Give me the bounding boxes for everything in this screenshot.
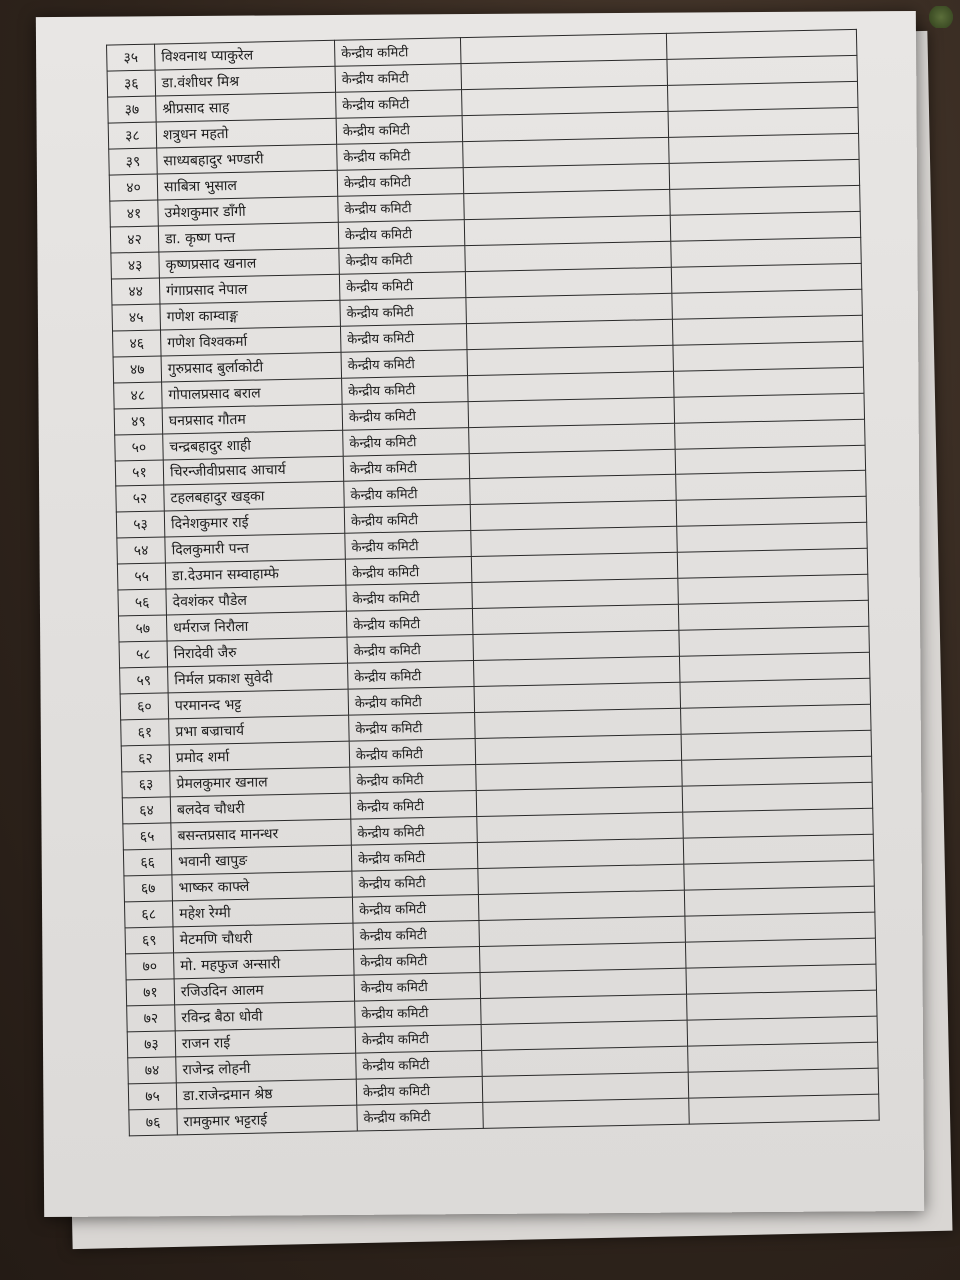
serial-number-cell: ७५ — [128, 1083, 177, 1110]
member-name-cell: उमेशकुमार डाँगी — [158, 196, 339, 226]
signature-cell — [687, 990, 878, 1020]
member-name-cell: प्रभा बज्राचार्य — [169, 715, 350, 745]
signature-cell — [666, 29, 857, 59]
committee-role-cell: केन्द्रीय कमिटी — [351, 817, 478, 846]
leaf-decoration — [928, 6, 954, 28]
member-name-cell: परमानन्द भट्ट — [168, 689, 349, 719]
committee-role-cell: केन्द्रीय कमिटी — [353, 920, 480, 949]
signature-cell — [667, 55, 858, 85]
signature-cell — [681, 730, 872, 760]
serial-number-cell: ५२ — [116, 485, 165, 512]
member-name-cell: साध्यबहादुर भण्डारी — [157, 144, 338, 174]
serial-number-cell: ४० — [109, 174, 158, 201]
committee-role-cell: केन्द्रीय कमिटी — [350, 765, 477, 794]
member-name-cell: बसन्तप्रसाद मानन्धर — [171, 819, 352, 849]
signature-cell — [683, 808, 874, 838]
serial-number-cell: ४८ — [114, 382, 163, 409]
member-name-cell: चिरन्जीवीप्रसाद आचार्य — [163, 456, 344, 486]
member-name-cell: देवशंकर पौडेल — [166, 586, 347, 616]
signature-cell — [672, 315, 863, 345]
signature-cell — [675, 445, 866, 475]
serial-number-cell: ५४ — [117, 537, 166, 564]
member-name-cell: डा.राजेन्द्रमान श्रेष्ठ — [176, 1079, 357, 1109]
serial-number-cell: ७२ — [127, 1005, 176, 1032]
committee-role-cell: केन्द्रीय कमिटी — [348, 661, 475, 690]
member-name-cell: मेटमणि चौधरी — [173, 923, 354, 953]
committee-role-cell: केन्द्रीय कमिटी — [357, 1102, 484, 1131]
serial-number-cell: ३६ — [107, 70, 156, 97]
member-name-cell: प्रेमलकुमार खनाल — [170, 767, 351, 797]
signature-cell — [675, 419, 866, 449]
serial-number-cell: ३९ — [109, 148, 158, 175]
serial-number-cell: ५१ — [115, 459, 164, 486]
serial-number-cell: ३७ — [108, 96, 157, 123]
serial-number-cell: ६६ — [123, 849, 172, 876]
member-name-cell: राजन राई — [175, 1027, 356, 1057]
serial-number-cell: ६९ — [125, 927, 174, 954]
member-name-cell: भवानी खापुङ — [171, 845, 352, 875]
committee-role-cell: केन्द्रीय कमिटी — [349, 713, 476, 742]
committee-role-cell: केन्द्रीय कमिटी — [336, 90, 463, 119]
signature-cell — [684, 860, 875, 890]
member-name-cell: मो. महफुज अन्सारी — [174, 949, 355, 979]
member-name-cell: रविन्द्र बैठा धोवी — [175, 1001, 356, 1031]
committee-role-cell: केन्द्रीय कमिटी — [345, 557, 472, 586]
serial-number-cell: ५५ — [117, 563, 166, 590]
serial-number-cell: ६१ — [121, 719, 170, 746]
committee-role-cell: केन्द्रीय कमिटी — [338, 219, 465, 248]
member-name-cell: धर्मराज निरौला — [166, 611, 347, 641]
committee-role-cell: केन्द्रीय कमिटी — [352, 868, 479, 897]
serial-number-cell: ६० — [120, 693, 169, 720]
member-name-cell: गुरुप्रसाद बुर्लाकोटी — [161, 352, 342, 382]
signature-cell — [676, 497, 867, 527]
committee-role-cell: केन्द्रीय कमिटी — [337, 142, 464, 171]
serial-number-cell: ६२ — [121, 745, 170, 772]
committee-role-cell: केन्द्रीय कमिटी — [346, 583, 473, 612]
signature-cell — [673, 341, 864, 371]
signature-cell — [682, 782, 873, 812]
committee-role-cell: केन्द्रीय कमिटी — [351, 843, 478, 872]
signature-cell — [687, 1016, 878, 1046]
committee-role-cell: केन्द्रीय कमिटी — [350, 791, 477, 820]
member-name-cell: कृष्णप्रसाद खनाल — [159, 248, 340, 278]
signature-cell — [688, 1068, 879, 1098]
member-name-cell: घनप्रसाद गौतम — [162, 404, 343, 434]
serial-number-cell: ५८ — [119, 641, 168, 668]
committee-role-cell: केन्द्रीय कमिटी — [349, 739, 476, 768]
member-table — [106, 29, 880, 1136]
signature-cell — [678, 601, 869, 631]
member-name-cell: डा.वंशीधर मिश्र — [155, 66, 336, 96]
serial-number-cell: ७३ — [127, 1031, 176, 1058]
member-name-cell: विश्वनाथ प्याकुरेल — [155, 40, 336, 70]
committee-role-cell: केन्द्रीय कमिटी — [354, 946, 481, 975]
committee-role-cell: केन्द्रीय कमिटी — [355, 998, 482, 1027]
serial-number-cell: ५९ — [120, 667, 169, 694]
serial-number-cell: ३५ — [107, 44, 156, 71]
signature-cell — [689, 1094, 880, 1124]
member-name-cell: चन्द्रबहादुर शाही — [163, 430, 344, 460]
member-table-wrapper — [106, 29, 879, 1136]
serial-number-cell: ४१ — [110, 200, 159, 227]
member-name-cell: दिनेशकुमार राई — [164, 508, 345, 538]
committee-role-cell: केन्द्रीय कमिटी — [341, 349, 468, 378]
member-name-cell: टहलबहादुर खड्का — [164, 482, 345, 512]
committee-role-cell: केन्द्रीय कमिटी — [337, 167, 464, 196]
member-name-cell: बलदेव चौधरी — [170, 793, 351, 823]
signature-cell — [686, 964, 877, 994]
signature-cell — [683, 834, 874, 864]
committee-role-cell: केन्द्रीय कमिटी — [343, 427, 470, 456]
member-name-cell: शत्रुधन महतो — [156, 118, 337, 148]
serial-number-cell: ५७ — [118, 615, 167, 642]
committee-role-cell: केन्द्रीय कमिटी — [339, 245, 466, 274]
serial-number-cell: ४४ — [111, 278, 160, 305]
signature-cell — [682, 756, 873, 786]
committee-role-cell: केन्द्रीय कमिटी — [340, 323, 467, 352]
signature-cell — [669, 133, 860, 163]
serial-number-cell: ६३ — [122, 771, 171, 798]
signature-cell — [678, 575, 869, 605]
committee-role-cell: केन्द्रीय कमिटी — [347, 635, 474, 664]
member-name-cell: प्रमोद शर्मा — [169, 741, 350, 771]
serial-number-cell: ३८ — [108, 122, 157, 149]
committee-role-cell: केन्द्रीय कमिटी — [343, 453, 470, 482]
serial-number-cell: ७० — [126, 953, 175, 980]
signature-cell — [672, 289, 863, 319]
member-name-cell: निर्मल प्रकाश सुवेदी — [168, 663, 349, 693]
member-name-cell: दिलकुमारी पन्त — [165, 534, 346, 564]
serial-number-cell: ६७ — [124, 875, 173, 902]
committee-role-cell: केन्द्रीय कमिटी — [346, 609, 473, 638]
signature-cell — [671, 263, 862, 293]
paper-sheet — [36, 11, 924, 1217]
committee-role-cell: केन्द्रीय कमिटी — [348, 687, 475, 716]
member-name-cell: डा. कृष्ण पन्त — [158, 222, 339, 252]
signature-cell — [673, 367, 864, 397]
serial-number-cell: ७६ — [129, 1109, 178, 1136]
signature-cell — [688, 1042, 879, 1072]
serial-number-cell: ५६ — [118, 589, 167, 616]
signature-cell — [684, 886, 875, 916]
signature-cell — [680, 678, 871, 708]
committee-role-cell: केन्द्रीय कमिटी — [355, 1024, 482, 1053]
serial-number-cell: ६८ — [124, 901, 173, 928]
member-name-cell: निरादेवी जैरु — [167, 637, 348, 667]
member-name-cell: रामकुमार भट्टराई — [177, 1105, 358, 1135]
committee-role-cell: केन्द्रीय कमिटी — [340, 297, 467, 326]
signature-cell — [677, 549, 868, 579]
serial-number-cell: ४७ — [113, 356, 162, 383]
committee-role-cell: केन्द्रीय कमिटी — [339, 271, 466, 300]
signature-cell — [670, 211, 861, 241]
member-name-cell: गंगाप्रसाद नेपाल — [159, 274, 340, 304]
signature-cell — [667, 81, 858, 111]
serial-number-cell: ४९ — [114, 408, 163, 435]
serial-number-cell: ५० — [115, 434, 164, 461]
member-name-cell: महेश रेग्मी — [172, 897, 353, 927]
signature-cell — [685, 912, 876, 942]
serial-number-cell: ४६ — [113, 330, 162, 357]
serial-number-cell: ७४ — [128, 1057, 177, 1084]
signature-cell — [671, 237, 862, 267]
serial-number-cell: ५३ — [116, 511, 165, 538]
committee-role-cell: केन्द्रीय कमिटी — [345, 531, 472, 560]
committee-role-cell: केन्द्रीय कमिटी — [356, 1050, 483, 1079]
signature-cell — [679, 627, 870, 657]
signature-cell — [676, 471, 867, 501]
committee-role-cell: केन्द्रीय कमिटी — [342, 401, 469, 430]
signature-cell — [668, 107, 859, 137]
member-table-body — [107, 29, 880, 1135]
serial-number-cell: ४२ — [110, 226, 159, 253]
serial-number-cell: ४५ — [112, 304, 161, 331]
member-name-cell: डा.देउमान सम्वाहाम्फे — [165, 560, 346, 590]
committee-role-cell: केन्द्रीय कमिटी — [342, 375, 469, 404]
signature-cell — [670, 185, 861, 215]
member-name-cell: साबित्रा भुसाल — [157, 170, 338, 200]
signature-cell — [685, 938, 876, 968]
serial-number-cell: ६५ — [123, 823, 172, 850]
committee-role-cell: केन्द्रीय कमिटी — [338, 193, 465, 222]
member-name-cell: गोपालप्रसाद बराल — [162, 378, 343, 408]
member-name-cell: रजिउदिन आलम — [174, 975, 355, 1005]
committee-role-cell: केन्द्रीय कमिटी — [335, 64, 462, 93]
committee-role-cell: केन्द्रीय कमिटी — [344, 479, 471, 508]
member-name-cell: राजेन्द्र लोहनी — [176, 1053, 357, 1083]
committee-role-cell: केन्द्रीय कमिटी — [354, 972, 481, 1001]
serial-number-cell: ४३ — [111, 252, 160, 279]
signature-cell — [677, 523, 868, 553]
committee-role-cell: केन्द्रीय कमिटी — [356, 1076, 483, 1105]
serial-number-cell: ६४ — [122, 797, 171, 824]
committee-role-cell: केन्द्रीय कमिटी — [352, 894, 479, 923]
committee-role-cell: केन्द्रीय कमिटी — [344, 505, 471, 534]
signature-cell — [674, 393, 865, 423]
member-name-cell: श्रीप्रसाद साह — [156, 92, 337, 122]
blank-cell — [483, 1098, 690, 1129]
signature-cell — [679, 652, 870, 682]
committee-role-cell: केन्द्रीय कमिटी — [336, 116, 463, 145]
member-name-cell: गणेश काम्वाङ्ग — [160, 300, 341, 330]
member-name-cell: गणेश विश्वकर्मा — [160, 326, 341, 356]
signature-cell — [669, 159, 860, 189]
serial-number-cell: ७१ — [126, 979, 175, 1006]
member-name-cell: भाष्कर काफ्ले — [172, 871, 353, 901]
committee-role-cell: केन्द्रीय कमिटी — [334, 38, 461, 67]
signature-cell — [681, 704, 872, 734]
